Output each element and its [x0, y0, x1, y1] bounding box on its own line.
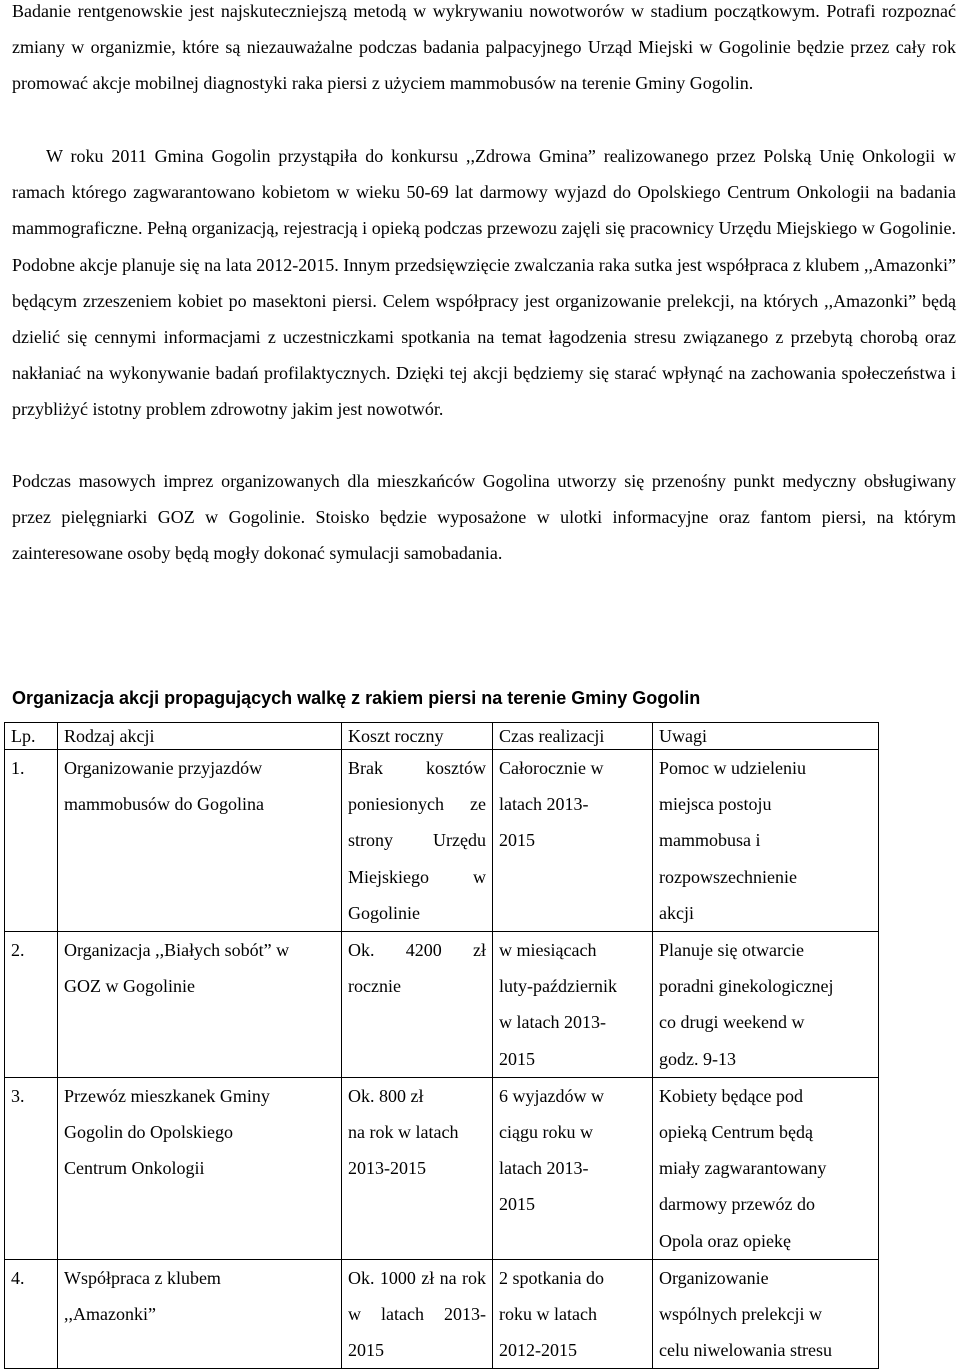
cell-lp: 2.: [5, 932, 58, 1078]
actions-table: [4, 722, 879, 1369]
cell-cost: Ok. 1000 zł na rok w latach 2013-2015: [342, 1259, 493, 1369]
cell-time: 2 spotkania do roku w latach 2012-2015: [493, 1259, 653, 1369]
contest-paragraph: [12, 138, 956, 428]
intro-paragraph: Badanie rentgenowskie jest najskuteczniejszą metodą w wykrywaniu nowotworów w stadium początkowym. Potrafi rozpoznać zmiany w organizmie, które są niezauważalne podczas badania palpacyjnego Urząd Miejski w Gogolinie będzie przez cały rok promować akcje mobilnej diagnostyki raka piersi z użyciem mammobusów na terenie Gminy Gogolin.: [12, 1, 956, 94]
cell-time: 6 wyjazdów w ciągu roku w latach 2013- 2015: [493, 1077, 653, 1259]
section-heading: Organizacja akcji propagujących walkę z rakiem piersi na terenie Gminy Gogolin: [12, 688, 701, 708]
cell-lp: 3.: [5, 1077, 58, 1259]
header-cost: Koszt roczny: [342, 723, 493, 750]
cell-cost: Ok. 800 zł na rok w latach 2013-2015: [342, 1077, 493, 1259]
table-row: [5, 932, 879, 1078]
cell-notes: Pomoc w udzieleniu miejsca postoju mammobusa i rozpowszechnienie akcji: [653, 750, 879, 932]
header-time: Czas realizacji: [493, 723, 653, 750]
header-lp: Lp.: [5, 723, 58, 750]
table-row: [5, 1259, 879, 1369]
cell-lp: 1.: [5, 750, 58, 932]
header-notes: Uwagi: [653, 723, 879, 750]
cell-lp: 4.: [5, 1259, 58, 1369]
header-type: Rodzaj akcji: [58, 723, 342, 750]
table-row: [5, 1077, 879, 1259]
cell-time: w miesiącach luty-październik w latach 2013- 2015: [493, 932, 653, 1078]
cell-type: Organizacja ,,Białych sobót” w GOZ w Gogolinie: [58, 932, 342, 1078]
cell-type: Współpraca z klubem ,,Amazonki”: [58, 1259, 342, 1369]
cell-notes: Planuje się otwarcie poradni ginekologicznej co drugi weekend w godz. 9-13: [653, 932, 879, 1078]
table-row: [5, 750, 879, 932]
medical-point-paragraph: Podczas masowych imprez organizowanych dla mieszkańców Gogolina utworzy się przenośny punkt medyczny obsługiwany przez pielęgniarki GOZ w Gogolinie. Stoisko będzie wyposażone w ulotki informacyjne oraz fantom piersi, na którym zainteresowane osoby będą mogły dokonać symulacji samobadania.: [12, 471, 956, 564]
cell-type: Organizowanie przyjazdów mammobusów do Gogolina: [58, 750, 342, 932]
table-header-row: [5, 723, 879, 750]
contest-paragraph-text: W roku 2011 Gmina Gogolin przystąpiła do konkursu ,,Zdrowa Gmina” realizowanego przez Polską Unię Onkologii w ramach którego zagwarantowano kobietom w wieku 50-69 lat darmowy wyjazd do Opolskiego Centrum Onkologii na badania mammograficzne. Pełną organizacją, rejestracją i opieką podczas przewozu zajęli się pracownicy Urzędu Miejskiego w Gogolinie. Podobne akcje planuje się na lata 2012-2015. Innym przedsięwzięcie zwalczania raka sutka jest współpraca z klubem ,,Amazonki” będącym zrzeszeniem kobiet po masektoni piersi. Celem współpracy jest organizowanie prelekcji, na których ,,Amazonki” będą dzielić się cennymi informacjami z uczestniczkami spotkania na temat łagodzenia stresu związanego z przebytą chorobą oraz nakłaniać na wykonywanie badań profilaktycznych. Dzięki tej akcji będziemy się starać wpłynąć na zachowania społeczeństwa i przybliżyć istotny problem zdrowotny jakim jest nowotwór.: [12, 146, 956, 420]
cell-time: Całorocznie w latach 2013- 2015: [493, 750, 653, 932]
cell-type: Przewóz mieszkanek Gminy Gogolin do Opolskiego Centrum Onkologii: [58, 1077, 342, 1259]
cell-cost: Brak kosztów poniesionych ze strony Urzędu Miejskiego w Gogolinie: [342, 750, 493, 932]
cell-notes: Kobiety będące pod opieką Centrum będą miały zagwarantowany darmowy przewóz do Opola oraz opiekę: [653, 1077, 879, 1259]
cell-cost: Ok. 4200 zł rocznie: [342, 932, 493, 1078]
cell-notes: Organizowanie wspólnych prelekcji w celu niwelowania stresu: [653, 1259, 879, 1369]
